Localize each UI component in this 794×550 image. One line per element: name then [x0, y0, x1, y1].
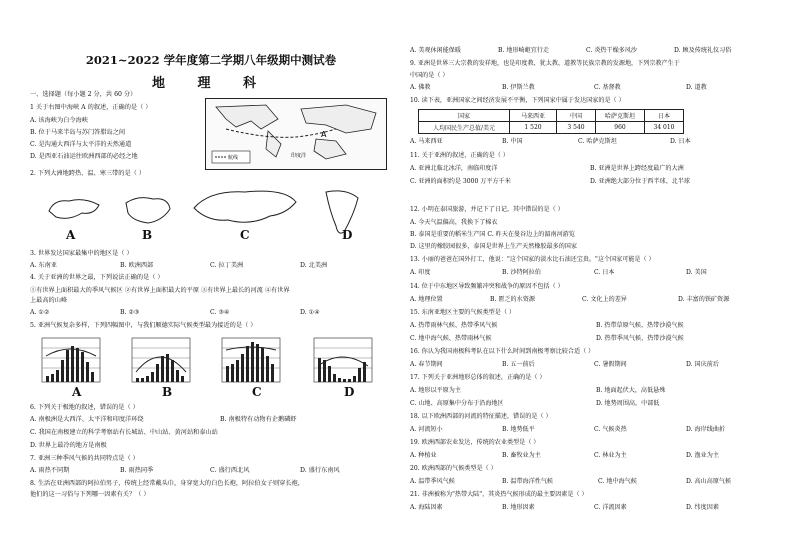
- q8-option-b[interactable]: B. 地形崎岖宜行走: [498, 47, 550, 54]
- continent-label-b: B: [142, 228, 153, 242]
- q16-option-a[interactable]: A. 春节期间: [410, 361, 443, 368]
- q8-option-a[interactable]: A. 美观休闲能保暖: [410, 47, 461, 54]
- q8-option-c[interactable]: C. 炎热干燥多风沙: [586, 47, 637, 54]
- q9-options: [410, 84, 782, 92]
- q20-option-a[interactable]: A. 温带季风气候: [410, 478, 455, 485]
- q18-option-c[interactable]: C. 气候炎热: [594, 426, 627, 433]
- map-ocean-label: 印度洋: [291, 153, 307, 159]
- map-legend: 航线: [228, 155, 239, 161]
- q14-options: [410, 296, 782, 304]
- q10-stem: 10. 读下表，亚洲国家之间经济发展不平衡，下列国家中属于发达国家的是（ ）: [410, 97, 625, 104]
- q19-option-b[interactable]: B. 畜牧业为主: [502, 452, 541, 459]
- q6-option-c[interactable]: C. 我国在南极建立的科学考察站有长城站、中山站、黄河站和泰山站: [30, 429, 218, 436]
- climate-label-a: A: [72, 385, 82, 399]
- q16-option-d[interactable]: D. 国庆前后: [686, 361, 719, 368]
- continent-label-a: A: [66, 228, 76, 242]
- q20-option-d[interactable]: D. 高山高原气候: [686, 478, 732, 485]
- q6-option-a[interactable]: A. 南极洲是大西洋、太平洋和印度洋环绕: [30, 416, 144, 423]
- table-header-row: [419, 110, 684, 122]
- q18-stem: 18. 以下欧洲西部的河流的特征描述，错误的是（ ）: [410, 413, 552, 420]
- q9-stem-cont: 中国的是（ ）: [410, 72, 449, 79]
- q12-option-bc[interactable]: B. 泰国是重要的稻米生产国 C. 昨天在曼谷边上的湄南河游览: [410, 231, 575, 238]
- q19-options: [410, 452, 782, 460]
- q9-option-b[interactable]: B. 伊斯兰教: [502, 84, 535, 91]
- q3-option-a[interactable]: A. 东南亚: [30, 262, 57, 269]
- exam-title: 2021~2022 学年度第二学期八年级期中测试卷: [85, 53, 337, 67]
- q1-option-b[interactable]: B. 位于马来半岛与苏门答腊岛之间: [30, 129, 126, 136]
- continent-label-c: C: [240, 228, 250, 242]
- gnp-table: [418, 109, 684, 134]
- q10-option-a[interactable]: A. 马来西亚: [410, 138, 443, 145]
- continent-d-shape: [316, 186, 366, 238]
- q4-statements-cont: 上最高的山峰: [30, 297, 68, 304]
- q18-options: [410, 426, 782, 434]
- q20-stem: 20. 欧洲西部的气候类型是（ ）: [410, 465, 497, 472]
- climate-chart-c: [214, 336, 286, 386]
- q6-stem: 6. 下列关于极地的叙述，错误的是（ ）: [30, 404, 139, 411]
- q16-options: [410, 361, 782, 369]
- q7-option-d[interactable]: D. 盛行东南风: [300, 467, 340, 474]
- q3-option-c[interactable]: C. 拉丁美洲: [210, 262, 244, 269]
- q15-option-b[interactable]: B. 热带草原气候、热带沙漠气候: [596, 322, 684, 329]
- q8-option-d[interactable]: D. 顾及传统礼仪习俗: [674, 47, 732, 54]
- q14-option-c[interactable]: C. 文化上的差异: [582, 296, 627, 303]
- q14-option-d[interactable]: D. 丰富的铁矿资源: [678, 296, 730, 303]
- section-heading: 一、选择题（每小题 2 分，共 60 分）: [30, 91, 137, 98]
- q7-option-a[interactable]: A. 雨热不同期: [30, 467, 70, 474]
- q21-options: [410, 504, 782, 512]
- q18-option-d[interactable]: D. 海岸线曲折: [686, 426, 726, 433]
- climate-label-c: C: [252, 385, 262, 399]
- q13-option-c[interactable]: C. 日本: [594, 269, 615, 276]
- table-cell: 3 540: [557, 122, 596, 134]
- q4-stem: 4. 关于亚洲的世界之最，下列说法正确的是（ ）: [30, 274, 164, 281]
- q10-option-c[interactable]: C. 哈萨克斯坦: [578, 138, 617, 145]
- q5-stem: 5. 亚洲气候复杂多样，下列四幅图中，与我们顺德实际气候类型最为接近的是（ ）: [30, 322, 257, 329]
- continent-a-shape: [44, 193, 106, 223]
- q21-option-c[interactable]: C. 洋流因素: [594, 504, 627, 511]
- q4-option-c[interactable]: C. ③④: [210, 309, 230, 316]
- q7-options: [30, 467, 392, 475]
- q15-stem: 15. 东南亚地区主要的气候类型是（ ）: [410, 309, 515, 316]
- q20-options: [410, 478, 782, 486]
- table-header-cell: 马来西亚: [510, 110, 557, 122]
- q18-option-b[interactable]: B. 地势低平: [502, 426, 535, 433]
- q20-option-b[interactable]: B. 温带海洋性气候: [502, 478, 554, 485]
- q17-stem: 17. 下列关于亚洲地形总体的叙述，正确的是（ ）: [410, 374, 546, 381]
- table-cell: 34 010: [645, 122, 684, 134]
- q12-stem: 12. 小明在泰国旅游，并记下了日记，其中错误的是（ ）: [410, 206, 564, 213]
- q13-stem: 13. 小丽的爸爸在国外打工，他说："这个国家的淡水比石油还宝贵。"这个国家可能是（ ）: [410, 256, 655, 263]
- table-header-cell: 国家: [419, 110, 510, 122]
- climate-chart-d: [306, 336, 378, 386]
- q16-stem: 16. 你认为我国南极科考队在以下什么时间到南极考察比较合适（ ）: [410, 348, 595, 355]
- table-row: [419, 122, 684, 134]
- q14-option-b[interactable]: B. 匮乏的水资源: [490, 296, 535, 303]
- q9-option-a[interactable]: A. 佛教: [410, 84, 431, 91]
- q3-option-b[interactable]: B. 欧洲西部: [120, 262, 154, 269]
- q21-stem: 21. 非洲被称为"热带大陆"，其炎热气候形成的最主要因素是（ ）: [410, 491, 588, 498]
- q13-option-b[interactable]: B. 沙特阿拉伯: [502, 269, 541, 276]
- q11-stem: 11. 关于亚洲的叙述，正确的是（ ）: [410, 152, 509, 159]
- q12-option-d[interactable]: D. 这里的橡胶园很多，泰国是世界上生产天然橡胶最多的国家: [410, 243, 577, 250]
- q9-option-d[interactable]: D. 道教: [686, 84, 707, 91]
- q18-option-a[interactable]: A. 河流短小: [410, 426, 443, 433]
- q15-option-a[interactable]: A. 热带雨林气候、热带季风气候: [410, 322, 498, 329]
- q20-option-c[interactable]: C. 地中海气候: [598, 478, 637, 485]
- q1-stem: 1 关于右图中海峡 A 的叙述，正确的是（ ）: [30, 104, 152, 111]
- table-cell: 1 520: [510, 122, 557, 134]
- q4-option-b[interactable]: B. ②③: [120, 309, 140, 316]
- q19-option-a[interactable]: A. 种植业: [410, 452, 437, 459]
- subject-title: 地 理 科: [151, 76, 271, 91]
- strait-map: [205, 98, 387, 170]
- table-header-cell: 日本: [645, 110, 684, 122]
- q1-option-a[interactable]: A. 该海峡为白令海峡: [30, 117, 88, 124]
- q9-stem: 9. 亚洲是世界三大宗教的发祥地，也是印度教、犹太教、道教等民族宗教的发源地，下列宗教产生于: [410, 60, 680, 67]
- q19-stem: 19. 欧洲西部农业发达，传统的农业类型是（ ）: [410, 439, 540, 446]
- q6-option-d[interactable]: D. 世界上最冷的地方是南极: [30, 442, 107, 449]
- q15-option-c[interactable]: C. 地中海气候、热带雨林气候: [410, 335, 492, 342]
- climate-label-b: B: [162, 385, 173, 399]
- q14-option-a[interactable]: A. 地理位置: [410, 296, 443, 303]
- q17-option-d[interactable]: D. 地势周围高，中部低: [596, 400, 660, 407]
- q19-option-c[interactable]: C. 林业为主: [594, 452, 627, 459]
- continent-b-shape: [118, 193, 178, 227]
- q4-options: [30, 309, 392, 317]
- q3-stem: 3. 世界发达国家最集中的地区是（ ）: [30, 250, 133, 257]
- q21-option-b[interactable]: B. 地形因素: [502, 504, 535, 511]
- q11-option-d[interactable]: D. 亚洲绝大部分位于西半球、北半球: [590, 178, 690, 185]
- q16-option-b[interactable]: B. 五一前后: [502, 361, 535, 368]
- q8-stem-cont: 他们的这一习俗与下列哪一因素有关？（ ）: [30, 491, 150, 498]
- q10-option-d[interactable]: D. 日本: [670, 138, 691, 145]
- q19-option-d[interactable]: D. 渔业为主: [686, 452, 719, 459]
- q8-stem: 8. 生活在亚洲西部的阿拉伯男子，传统上经常戴头巾，身穿宽大的白色长袍，阿拉伯女子则穿长袍，: [30, 480, 304, 487]
- q4-option-d[interactable]: D. ①④: [300, 309, 320, 316]
- q13-option-a[interactable]: A. 印度: [410, 269, 431, 276]
- q7-stem: 7. 亚洲三种季风气候的共同特点是（ ）: [30, 455, 139, 462]
- q8-options: [410, 47, 782, 55]
- q7-option-b[interactable]: B. 雨热同季: [120, 467, 154, 474]
- q11-option-a[interactable]: A. 亚洲北临北冰洋，南临印度洋: [410, 165, 498, 172]
- q17-option-c[interactable]: C. 山地、高原集中分布于沿海地区: [410, 400, 504, 407]
- table-cell: 960: [596, 122, 645, 134]
- table-header-cell: 中国: [557, 110, 596, 122]
- q17-option-b[interactable]: B. 地面起伏大，高低悬殊: [596, 387, 666, 394]
- q10-option-b[interactable]: B. 中国: [502, 138, 523, 145]
- table-cell: 人均国民生产总值/美元: [419, 122, 510, 134]
- table-header-cell: 哈萨克斯坦: [596, 110, 645, 122]
- q1-option-c[interactable]: C. 是沟通大西洋与太平洋的天然通道: [30, 141, 132, 148]
- q13-options: [410, 269, 782, 277]
- q14-stem: 14. 位于中东地区导致频繁冲突和战争的原因不包括（ ）: [410, 283, 564, 290]
- q9-option-c[interactable]: C. 基督教: [594, 84, 621, 91]
- map-point-label: A: [321, 130, 327, 139]
- q12-option-a[interactable]: A. 今天气温偏高，我换下了棉衣: [410, 219, 498, 226]
- q15-option-d[interactable]: D. 热带季风气候、热带沙漠气候: [596, 335, 684, 342]
- q2-stem: 2. 下列大洲地跨热、温、寒三带的是（ ）: [30, 170, 146, 177]
- q3-option-d[interactable]: D. 北美洲: [300, 262, 328, 269]
- q7-option-c[interactable]: C. 盛行西北风: [210, 467, 250, 474]
- climate-label-d: D: [344, 385, 355, 399]
- q10-options: [410, 138, 782, 146]
- q4-option-a[interactable]: A. ①②: [30, 309, 50, 316]
- q3-options: [30, 262, 392, 270]
- q21-option-d[interactable]: D. 纬度因素: [686, 504, 719, 511]
- q21-option-a[interactable]: A. 海陆因素: [410, 504, 443, 511]
- q6-option-b[interactable]: B. 南极特有动物有企鹅磷虾: [220, 416, 297, 423]
- q11-option-c[interactable]: C. 亚洲的面积约是 3000 万平方千米: [410, 178, 511, 185]
- continent-c-shape: [190, 186, 300, 230]
- q4-statements: ①有世界上面积最大的季风气候区 ②有世界上面积最大的平原 ③有世界上最长的河流 ④有世界: [30, 287, 290, 294]
- q17-option-a[interactable]: A. 地形以平原为主: [410, 387, 461, 394]
- climate-chart-a: [34, 336, 106, 386]
- climate-chart-b: [124, 336, 196, 386]
- q1-option-d[interactable]: D. 是西亚石油运往欧洲西部的必经之地: [30, 153, 138, 160]
- continent-label-d: D: [342, 228, 353, 242]
- q13-option-d[interactable]: D. 美国: [686, 269, 707, 276]
- q16-option-c[interactable]: C. 暑假期间: [594, 361, 627, 368]
- q11-option-b[interactable]: B. 亚洲是世界上跨经度最广的大洲: [590, 165, 684, 172]
